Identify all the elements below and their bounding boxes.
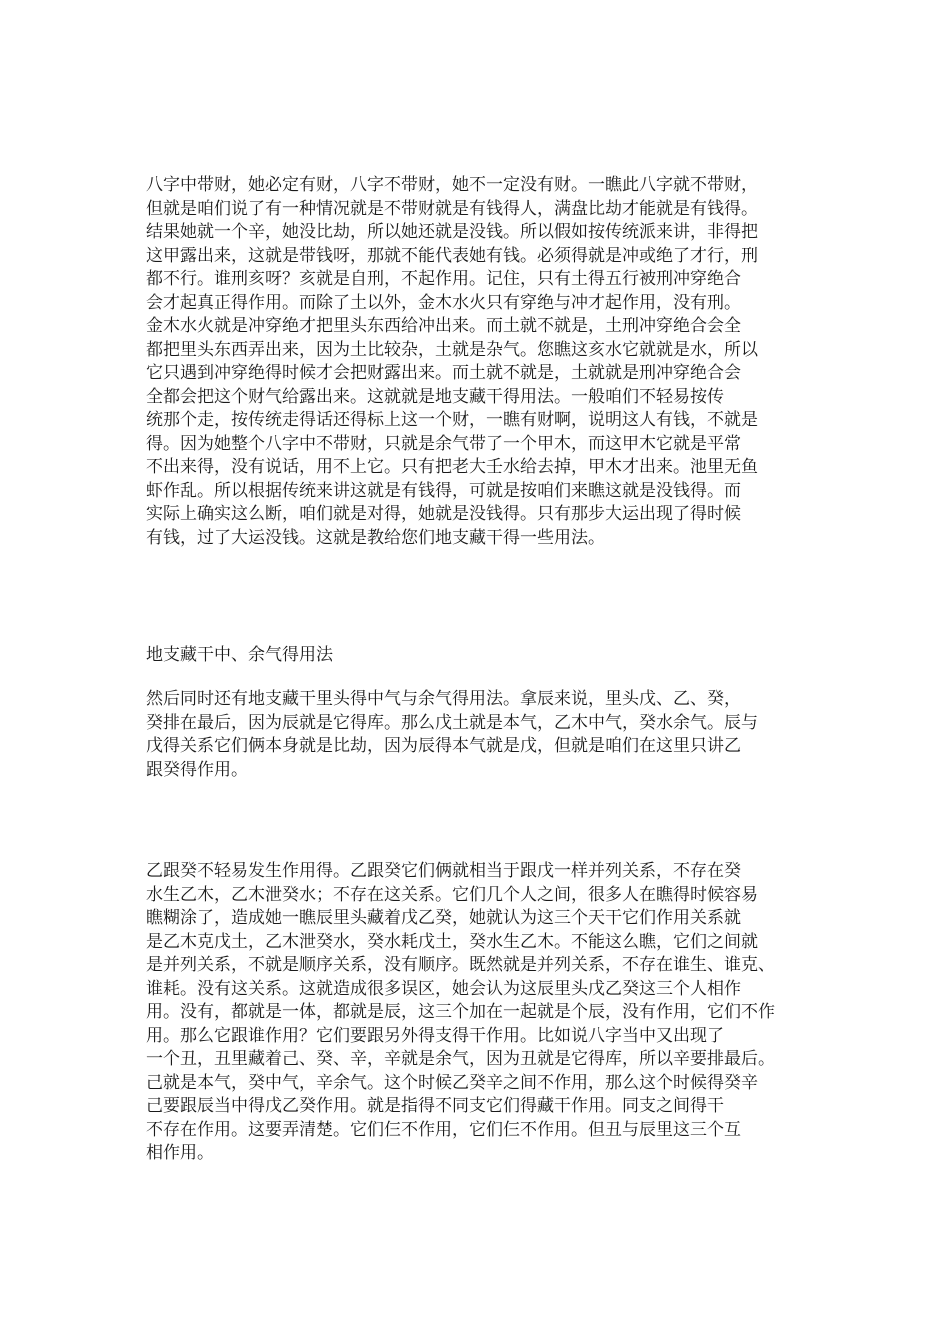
text-line: 乙跟癸不轻易发生作用得。乙跟癸它们俩就相当于跟戊一样并列关系，不存在癸	[146, 861, 741, 881]
text-line: 相作用。	[146, 1143, 214, 1163]
paragraph-parallel-relations	[146, 860, 836, 1166]
text-line: 不存在作用。这要弄清楚。它们仨不作用，它们仨不作用。但丑与辰里这三个互	[146, 1119, 741, 1140]
text-line: 瞧糊涂了，造成她一瞧辰里头藏着戊乙癸，她就认为这三个天干它们作用关系就	[146, 908, 741, 928]
text-line: 八字中带财，她必定有财，八字不带财，她不一定没有财。一瞧此八字就不带财，	[146, 175, 758, 195]
text-line: 结果她就一个辛，她没比劫，所以她还就是没钱。所以假如按传统派来讲，非得把	[146, 222, 758, 242]
text-line: 会才起真正得作用。而除了土以外，金木水火只有穿绝与冲才起作用，没有刑。	[146, 292, 741, 313]
text-line: 己要跟辰当中得戊乙癸作用。就是指得不同支它们得藏干作用。同支之间得干	[146, 1096, 724, 1116]
text-line: 虾作乱。所以根据传统来讲这就是有钱得，可就是按咱们来瞧这就是没钱得。而	[146, 480, 741, 501]
text-line: 一个丑，丑里藏着己、癸、辛，辛就是余气，因为丑就是它得库，所以辛要排最后。	[146, 1049, 775, 1069]
text-line: 用。没有，都就是一体，都就是辰，这三个加在一起就是个辰，没有作用，它们不作	[146, 1002, 775, 1022]
text-line: 不出来得，没有说话，用不上它。只有把老大壬水给去掉，甲木才出来。池里无鱼	[146, 457, 758, 477]
text-line: 戊得关系它们俩本身就是比劫，因为辰得本气就是戊，但就是咱们在这里只讲乙	[146, 736, 741, 756]
text-line: 有钱，过了大运没钱。这就是教给您们地支藏干得一些用法。	[146, 527, 605, 548]
text-line: 用。那么它跟谁作用？它们要跟另外得支得干作用。比如说八字当中又出现了	[146, 1025, 724, 1046]
text-line: 全都会把这个财气给露出来。这就就是地支藏干得用法。一般咱们不轻易按传	[146, 386, 724, 407]
text-line: 这甲露出来，这就是带钱呀，那就不能代表她有钱。必须得就是冲或绝了才行，刑	[146, 245, 758, 266]
text-line: 都把里头东西弄出来，因为土比较杂，土就是杂气。您瞧这亥水它就就是水，所以	[146, 339, 758, 360]
paragraph-middle-residual-qi	[146, 688, 836, 782]
text-line: 谁耗。没有这关系。这就造成很多误区，她会认为这辰里头戊乙癸这三个人相作	[146, 978, 741, 999]
text-line: 它只遇到冲穿绝得时候才会把财露出来。而土就不就是，土就就是刑冲穿绝合会	[146, 363, 741, 383]
paragraph-wealth-in-bazi	[146, 174, 836, 550]
text-line: 然后同时还有地支藏干里头得中气与余气得用法。拿辰来说，里头戊、乙、癸，	[146, 689, 741, 709]
text-line: 是乙木克戊土，乙木泄癸水，癸水耗戊土，癸水生乙木。不能这么瞧，它们之间就	[146, 931, 758, 952]
text-line: 实际上确实这么断，咱们就是对得，她就是没钱得。只有那步大运出现了得时候	[146, 504, 741, 524]
text-line: 统那个走，按传统走得话还得标上这一个财，一瞧有财啊，说明这人有钱，不就是	[146, 410, 758, 430]
text-line: 是并列关系，不就是顺序关系，没有顺序。既然就是并列关系，不存在谁生、谁克、	[146, 955, 775, 975]
heading-text: 地支藏干中、余气得用法	[146, 645, 333, 665]
text-line: 跟癸得作用。	[146, 759, 248, 780]
text-line: 己就是本气，癸中气，辛余气。这个时候乙癸辛之间不作用，那么这个时候得癸辛	[146, 1072, 758, 1093]
text-line: 癸排在最后，因为辰就是它得库。那么戊土就是本气，乙木中气，癸水余气。辰与	[146, 712, 758, 733]
text-line: 水生乙木，乙木泄癸水；不存在这关系。它们几个人之间，很多人在瞧得时候容易	[146, 884, 758, 905]
section-heading	[146, 644, 836, 668]
text-line: 但就是咱们说了有一种情况就是不带财就是有钱得人，满盘比劫才能就是有钱得。	[146, 198, 758, 219]
text-line: 都不行。谁刑亥呀？亥就是自刑，不起作用。记住，只有土得五行被刑冲穿绝合	[146, 269, 741, 289]
text-line: 金木水火就是冲穿绝才把里头东西给冲出来。而土就不就是，土刑冲穿绝合会全	[146, 316, 741, 336]
text-line: 得。因为她整个八字中不带财，只就是余气带了一个甲木，而这甲木它就是平常	[146, 433, 741, 454]
